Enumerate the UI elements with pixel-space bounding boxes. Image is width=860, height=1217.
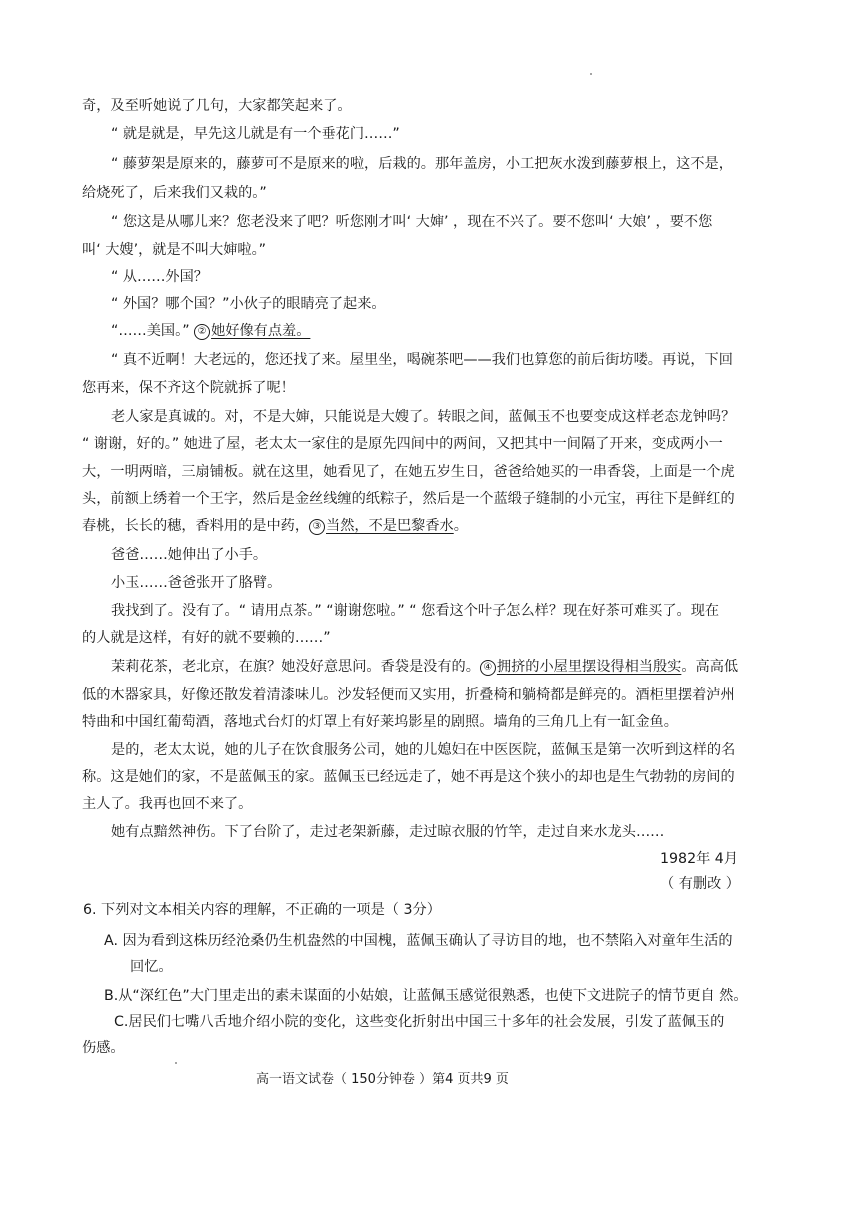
story-line [0,542,860,568]
story-date: 1982年 4月 [660,851,739,867]
paragraph-text: 称。这是她们的家，不是蓝佩玉的家。蓝佩玉已经远走了，她不再是这个狭小的却也是生气勃勃的房间的 [82,769,735,785]
story-line [0,93,860,119]
paragraph-text: 她有点黯然神伤。下了台阶了，走过老架新藤，走过晾衣服的竹竿，走过自来水龙头…… [111,824,665,840]
story-line [0,486,860,512]
option-c: C.居民们七嘴八舌地介绍小院的变化，这些变化折射出中国三十多年的社会发展，引发了蓝佩玉的 [114,1014,725,1030]
story-line [0,151,860,177]
story-line [0,709,860,735]
story-line [0,570,860,596]
underlined-sentence-3: 当然，不是巴黎香水 [326,518,454,534]
story-line [0,180,860,206]
option-a-line [0,928,860,954]
dialogue-part: “……美国。” [111,323,195,339]
story-line [0,347,860,373]
question-stem: 6. 下列对文本相关内容的理解，不正确的一项是（ 3分） [83,902,441,918]
circled-number-3: ③ [309,519,325,535]
date-line [0,846,860,872]
paragraph-text [82,513,468,539]
dialogue-text: 您再来，保不齐这个院就拆了呢！ [82,380,295,396]
paragraph-part: 茉莉花茶，老北京，在旗？她没好意思问。香袋是没有的。 [111,659,480,675]
speck-mark [590,73,592,75]
paragraph-text: 爸爸……她伸出了小手。 [111,547,268,563]
story-line [0,764,860,790]
paragraph-text: 的人就是这样，有好的就不要赖的……” [82,630,331,646]
story-line [0,682,860,708]
story-line [0,513,860,539]
note-line [0,871,860,897]
story-line [0,819,860,845]
paragraph-text: 大，一明两暗，三扇铺板。就在这里，她看见了，在她五岁生日，爸爸给她买的一串香袋，上面是一个虎 [82,464,735,480]
dialogue-text: 叫‘ 大嫂’，就是不叫大婶啦。” [82,242,267,258]
dialogue-text: “ 真不近啊！大老远的，您还找了来。屋里坐，喝碗茶吧——我们也算您的前后街坊喽。再说，下回 [111,352,733,368]
paragraph-text: 奇，及至听她说了几句，大家都笑起来了。 [82,98,352,114]
paragraph-part: 春桃，长长的穗，香料用的是中药， [82,518,310,534]
paragraph-text: 特曲和中国红葡萄酒，落地式台灯的灯罩上有好莱坞影星的剧照。墙角的三角几上有一缸金鱼。 [82,714,678,730]
option-a-line [0,954,860,980]
dialogue-text: “ 就是就是，早先这儿就是有一个垂花门……” [111,126,400,142]
underlined-sentence-2: 她好像有点羞。 [211,323,311,339]
edit-note: （ 有删改 ） [660,876,740,892]
circled-number-2: ② [194,324,210,340]
dialogue-text: 给烧死了，后来我们又栽的。” [82,185,267,201]
story-line [0,375,860,401]
story-line [0,404,860,430]
story-line [0,625,860,651]
paragraph-text: 是的，老太太说，她的儿子在饮食服务公司，她的儿媳妇在中医医院，蓝佩玉是第一次听到这样的名 [111,742,736,758]
story-line [0,459,860,485]
option-b-line [0,983,860,1009]
paragraph-text: 老人家是真诚的。对，不是大婶，只能说是大嫂了。转眼之间，蓝佩玉不也要变成这样老态龙钟吗？ [111,409,736,425]
story-line [0,598,860,624]
paragraph-text: 小玉……爸爸张开了胳臂。 [111,575,282,591]
story-line [0,291,860,317]
question-stem-line [0,897,860,923]
paragraph-text: 低的木器家具，好像还散发着清漆味儿。沙发轻便而又实用，折叠椅和躺椅都是鲜亮的。酒柜里摆着泸州 [82,687,735,703]
circled-number-4: ④ [480,660,496,676]
speck-mark [175,1062,177,1064]
option-b: B.从“深红色”大门里走出的素未谋面的小姑娘，让蓝佩玉感觉很熟悉，也使下文进院子的情节更自 然。 [104,988,748,1004]
page-footer [0,1067,860,1093]
story-line [0,431,860,457]
underlined-sentence-4: 拥挤的小屋里摆设得相当殷实 [496,659,682,675]
paragraph-text: 头，前额上绣着一个王字，然后是金丝线缠的纸粽子，然后是一个蓝缎子缝制的小元宝，再往下是鲜红的 [82,491,735,507]
dialogue-text: “ 外国？哪个国？”小伙子的眼睛亮了起来。 [111,296,386,312]
story-line [0,737,860,763]
story-line [0,318,860,344]
footer-text: 高一语文试卷（ 150分钟卷 ）第4 页共9 页 [256,1072,509,1087]
paragraph-part: 。 [453,518,468,534]
option-c-continued: 伤感。 [82,1040,125,1056]
story-line [0,264,860,290]
dialogue-text: “ 藤萝架是原来的，藤萝可不是原来的啦，后栽的。那年盖房，小工把灰水泼到藤萝根上，这不是， [111,156,733,172]
dialogue-text: “ 您这是从哪儿来？您老没来了吧？听您刚才叫‘ 大婶’ ，现在不兴了。要不您叫‘ 大娘’ ，要不您 [111,214,713,230]
paragraph-text: 我找到了。没有了。“ 请用点茶。” “谢谢您啦。” “ 您看这个叶子怎么样？现在好茶可难买了。现在 [111,603,720,619]
dialogue-text [111,318,310,344]
option-a: A. 因为看到这株历经沧桑仍生机盎然的中国槐，蓝佩玉确认了寻访目的地，也不禁陷入对童年生活的 [104,933,733,949]
story-line [0,209,860,235]
story-line [0,121,860,147]
story-line [0,237,860,263]
paragraph-text: “ 谢谢，好的。” 她进了屋，老太太一家住的是原先四间中的两间，又把其中一间隔了开来，变成两小一 [82,436,723,452]
paragraph-text [111,654,738,680]
story-line [0,791,860,817]
option-a-continued: 回忆。 [130,959,173,975]
story-line [0,654,860,680]
paragraph-text: 主人了。我再也回不来了。 [82,796,253,812]
dialogue-text: “ 从……外国？ [111,269,208,285]
paragraph-part: 。高高低 [681,659,739,675]
option-c-line [0,1035,860,1061]
option-c-line [0,1009,860,1035]
